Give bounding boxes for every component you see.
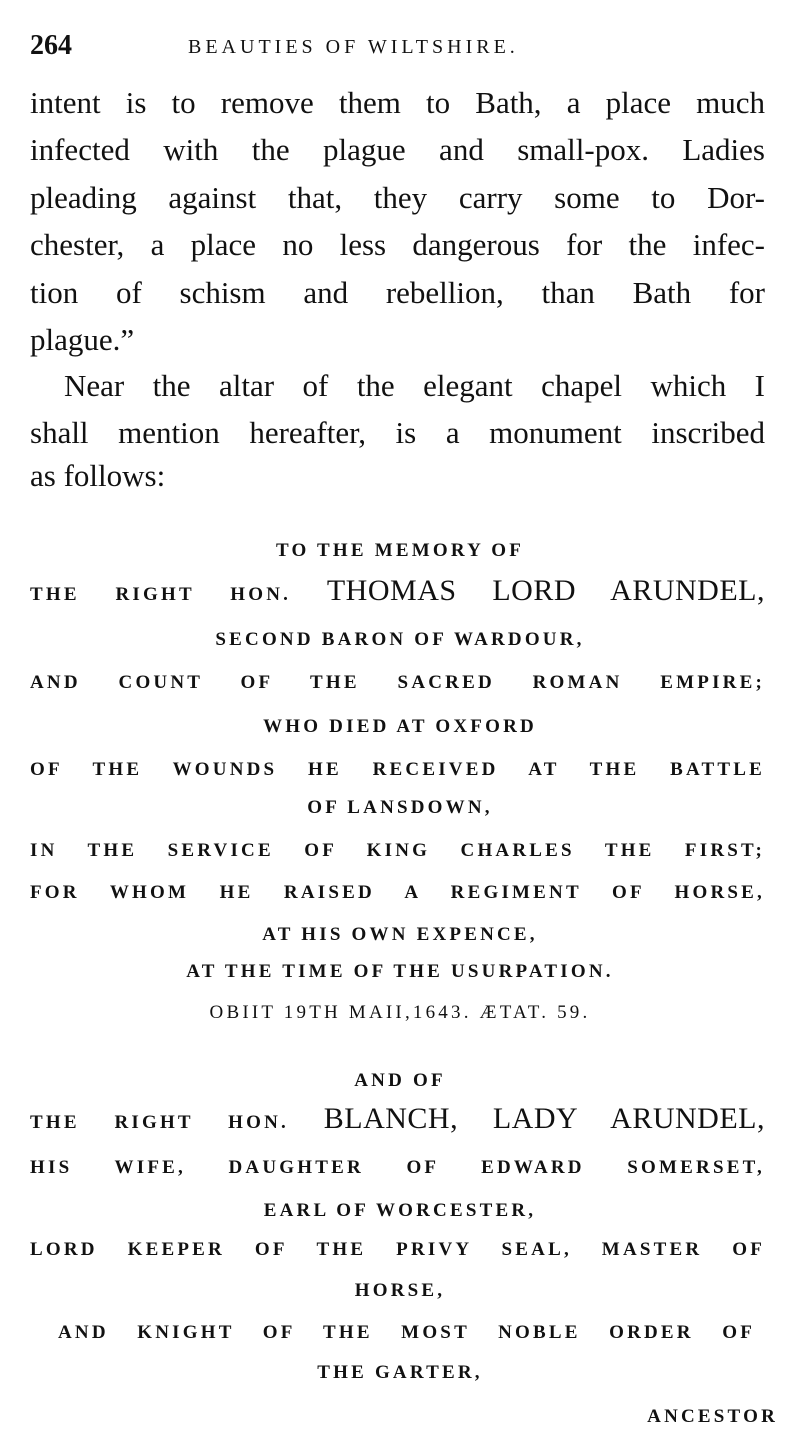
body-line: Near the altar of the elegant chapel which I — [64, 368, 765, 403]
inscription-line: AT THE TIME OF THE USURPATION. — [186, 961, 614, 982]
catchword: ANCESTOR — [647, 1406, 778, 1427]
inscription-line: AND COUNT OF THE SACRED ROMAN EMPIRE; — [30, 672, 765, 693]
inscription-line: EARL OF WORCESTER, — [263, 1200, 537, 1221]
inscription-line: IN THE SERVICE OF KING CHARLES THE FIRST; — [30, 840, 765, 861]
inscription-line: AND KNIGHT OF THE MOST NOBLE ORDER OF — [58, 1322, 755, 1343]
body-line: infected with the plague and small-pox. Ladies — [30, 132, 765, 167]
inscription-line: THE GARTER, — [317, 1362, 483, 1383]
inscription-name: THOMAS LORD ARUNDEL, — [326, 574, 765, 607]
inscription-line: HORSE, — [354, 1280, 446, 1301]
body-line: tion of schism and rebellion, than Bath for — [30, 275, 765, 310]
inscription-line: WHO DIED AT OXFORD — [263, 716, 537, 737]
inscription-line: AT HIS OWN EXPENCE, — [262, 924, 538, 945]
inscription-line: LORD KEEPER OF THE PRIVY SEAL, MASTER OF — [30, 1239, 765, 1260]
inscription-line: OF LANSDOWN, — [307, 797, 493, 818]
inscription-line: TO THE MEMORY OF — [275, 540, 525, 561]
body-line: chester, a place no less dangerous for the infec- — [30, 227, 765, 262]
body-line: pleading against that, they carry some to Dor- — [30, 180, 765, 215]
inscription-line: AND OF — [354, 1070, 446, 1091]
inscription-line: OF THE WOUNDS HE RECEIVED AT THE BATTLE — [30, 759, 765, 780]
running-head: BEAUTIES OF WILTSHIRE. — [188, 36, 519, 58]
page-number: 264 — [30, 30, 72, 61]
body-line: intent is to remove them to Bath, a place much — [30, 85, 765, 120]
body-line: shall mention hereafter, is a monument inscribed — [30, 415, 765, 450]
inscription-line: SECOND BARON OF WARDOUR, — [215, 629, 585, 650]
inscription-line: FOR WHOM HE RAISED A REGIMENT OF HORSE, — [30, 882, 765, 903]
body-line: plague.” — [30, 322, 135, 357]
inscription-name: BLANCH, LADY ARUNDEL, — [323, 1102, 765, 1135]
inscription-prefix: THE RIGHT HON. — [30, 584, 292, 605]
inscription-line — [30, 574, 765, 608]
inscription-line — [30, 1102, 765, 1136]
inscription-line: OBIIT 19TH MAII,1643. ÆTAT. 59. — [209, 1002, 591, 1023]
inscription-line: HIS WIFE, DAUGHTER OF EDWARD SOMERSET, — [30, 1157, 765, 1178]
inscription-prefix: THE RIGHT HON. — [30, 1112, 289, 1133]
body-line: as follows: — [30, 458, 166, 493]
